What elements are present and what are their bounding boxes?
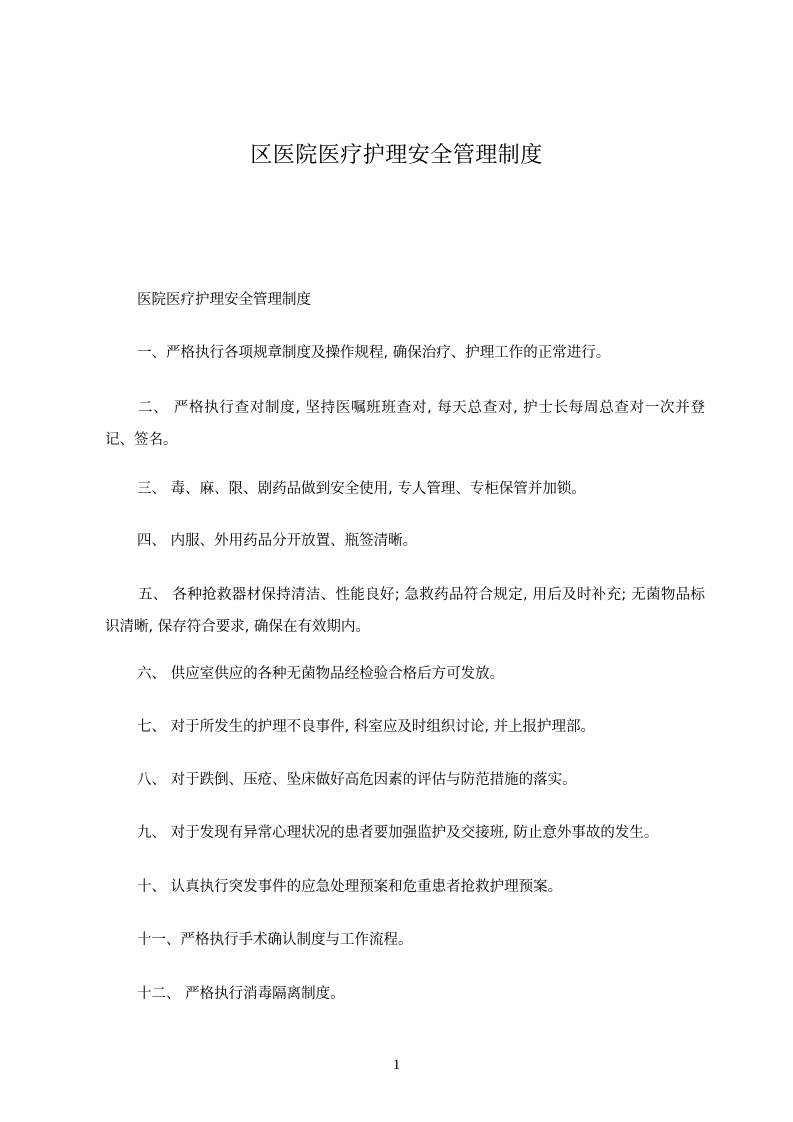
rule-item-1: 一、严格执行各项规章制度及操作规程, 确保治疗、护理工作的正常进行。	[137, 345, 611, 361]
rule-item-7: 七、 对于所发生的护理不良事件, 科室应及时组织讨论, 并上报护理部。	[137, 719, 596, 735]
document-title: 区医院医疗护理安全管理制度	[250, 143, 543, 168]
rule-item-2: 二、 严格执行查对制度, 坚持医嘱班班查对, 每天总查对, 护士长每周总查对一次并登记、签名。	[105, 400, 705, 448]
rule-item-6: 六、 供应室供应的各种无菌物品经检验合格后方可发放。	[137, 666, 505, 682]
rule-item-11: 十一、严格执行手术确认制度与工作流程。	[137, 932, 413, 948]
rule-item-5: 五、 各种抢救器材保持清洁、性能良好; 急救药品符合规定, 用后及时补充; 无菌物品标识清晰, 保存符合要求, 确保在有效期内。	[105, 587, 705, 635]
rule-item-10: 十、 认真执行突发事件的应急处理预案和危重患者抢救护理预案。	[137, 879, 563, 895]
rule-item-8: 八、 对于跌倒、压疮、坠床做好高危因素的评估与防范措施的落实。	[137, 772, 577, 788]
document-subtitle: 医院医疗护理安全管理制度	[137, 292, 311, 308]
rule-item-9: 九、 对于发现有异常心理状况的患者要加强监护及交接班, 防止意外事故的发生。	[137, 825, 659, 841]
page-number: 1	[392, 1057, 401, 1073]
rule-item-3: 三、 毒、麻、限、剧药品做到安全使用, 专人管理、专柜保管并加锁。	[137, 481, 586, 497]
rule-item-4: 四、 内服、外用药品分开放置、瓶签清晰。	[137, 533, 418, 549]
rule-item-12: 十二、 严格执行消毒隔离制度。	[137, 986, 345, 1002]
